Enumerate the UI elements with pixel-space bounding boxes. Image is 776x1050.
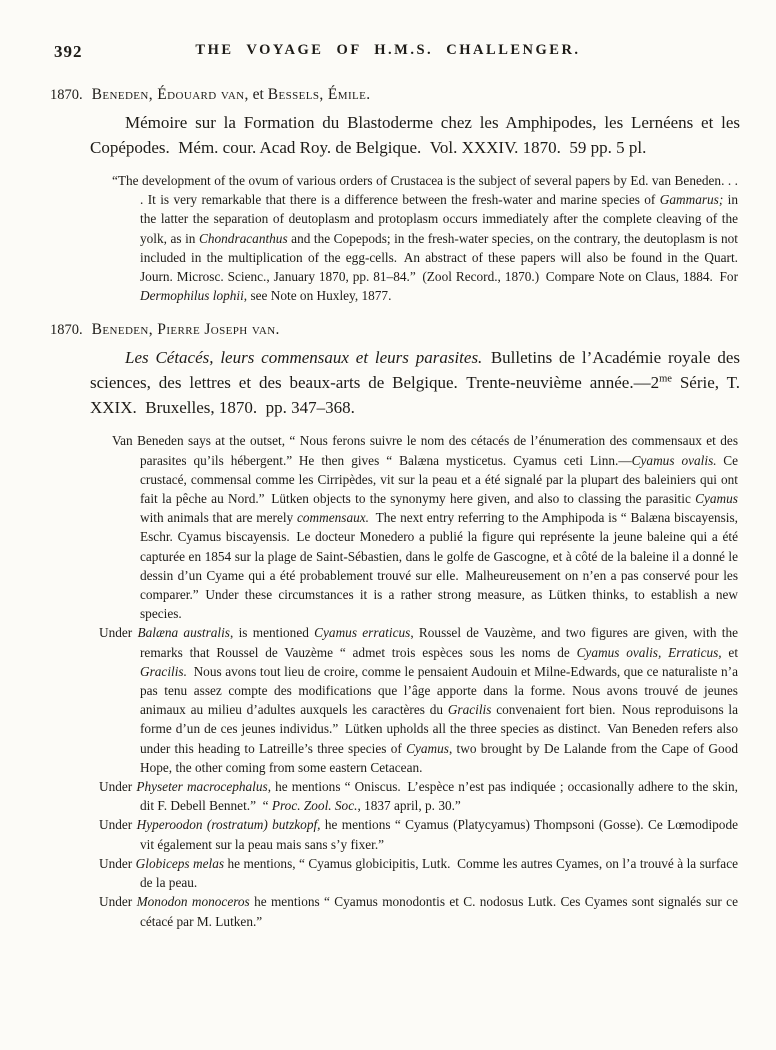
entry-1-citation: Mémoire sur la Formation du Blastoderme chez les Amphipodes, les Lernéens et les Copépodes. Mém. cour. Acad Roy. de Belgique. Vol. XXXIV. 1870. 59 pp. 5 pl. xyxy=(90,113,740,157)
bibliography-entry-1 xyxy=(50,86,740,305)
annotation-paragraph: Van Beneden says at the outset, “ Nous ferons suivre le nom des cétacés de l’énumeration des commensaux et des parasites qu’ils hébergent.” He then gives “ Balæna mysticetus. Cyamus ceti Linn.—Cyamus ovalis. Ce crustacé, commensal comme les Cirripèdes, vit sur la peau et a été signalé par la plupart des baleiniers qui ont fait la pêche au Nord.” Lütken objects to the synonymy here given, and also to classing the parasitic Cyamus with animals that are merely commensaux. The next entry referring to the Amphipoda is “ Balæna biscayensis, Eschr. Cyamus biscayensis. Le docteur Monedero a publié la figure qui représente la jeune baleine qui a été capturée en 1854 sur la plage de Saint-Sébastien, dans le golfe de Gascogne, et à côté de la baleine il a donné le dessin d’un Cyame qui a été probablement trouvé sur elle. Malheureusement on n’en a pas conservé pour les comparer.” Under these circumstances it is a rather strong measure, as Lütken thinks, to establish a new species. xyxy=(112,433,738,622)
page-number: 392 xyxy=(54,42,83,61)
entry-2-annotation xyxy=(50,431,740,930)
entry-1-authors: Beneden, Édouard van, et Bessels, Émile. xyxy=(91,86,371,103)
annotation-paragraph-under-physeter: Under Physeter macrocephalus, he mentions “ Oniscus. L’espèce n’est pas indiquée ; occasionally adhere to the skin, dit F. Debell Bennet.” “ Proc. Zool. Soc., 1837 april, p. 30.” xyxy=(99,779,738,814)
entry-1-heading xyxy=(50,86,740,104)
bibliography-entry-2 xyxy=(50,321,740,930)
annotation-paragraph-under-balaena-australis: Under Balæna australis, is mentioned Cyamus erraticus, Roussel de Vauzème, and two figures are given, with the remarks that Roussel de Vauzème “ admet trois espèces sous les noms de Cyamus ovalis, Erraticus, et Gracilis. Nous avons tout lieu de croire, comme le pensaient Audouin et Milne-Edwards, que ce naturaliste n’a pas tenu assez compte des modifications que l’âge apporte dans la forme. Nous avons trouvé de jeunes animaux au milieu d’adultes auxquels les caractères du Gracilis convenaient fort bien. Nous reproduisons la forme d’un de ces jeunes individus.” Lütken upholds all the three species as distinct. Van Beneden refers also under this heading to Latreille’s three species of Cyamus, two brought by De Lalande from the Cape of Good Hope, the other coming from some eastern Cetacean. xyxy=(99,625,739,775)
entry-2-year: 1870. xyxy=(50,322,83,339)
entry-2-citation: Les Cétacés, leurs commensaux et leurs parasites. Bulletins de l’Académie royale des sciences, des lettres et des beaux-arts de Belgique. Trente-neuvième $année.—2^{me}$ Série, T. XXIX. Bruxelles, 1870. pp. 347–368. xyxy=(90,348,740,418)
entry-1-year: 1870. xyxy=(50,87,83,103)
annotation-paragraph-under-globiceps: Under Globiceps melas he mentions, “ Cyamus globicipitis, Lutk. Comme les autres Cyames, on l’a trouvé à la surface de la peau. xyxy=(99,855,738,891)
page-content xyxy=(50,86,740,931)
entry-2-authors: Beneden, Pierre Joseph van. xyxy=(91,321,280,339)
annotation-paragraph-under-monodon: Under Monodon monoceros he mentions “ Cyamus monodontis et C. nodosus Lutk. Ces Cyames sont signalés sur ce cétacé par M. Lutken.” xyxy=(99,894,738,929)
entry-1-annotation xyxy=(50,171,740,305)
annotation-paragraph-under-hyperoodon: Under Hyperoodon (rostratum) butzkopf, he mentions “ Cyamus (Platycyamus) Thompsoni (Gosse). Ce Lœmodipode vit également sur la peau mais sans s’y fixer.” xyxy=(99,817,738,852)
page-header xyxy=(0,42,776,64)
running-head: THE VOYAGE OF H.M.S. CHALLENGER. xyxy=(195,42,581,58)
annotation-paragraph: “The development of the ovum of various orders of Crustacea is the subject of several papers by Ed. van Beneden. . . . It is very remarkable that there is a difference between the fresh-water and marine species of Gammarus; in the latter the separation of deutoplasm and protoplasm occurs immediately after the complete cleaving of the yolk, as in Chondracanthus and the Copepods; in the fresh-water species, on the contrary, the deutoplasm is not included in the multiplication of the egg-cells. An abstract of these papers will also be found in the Quart. Journ. Microsc. Scienc., January 1870, pp. 81–84.” (Zool Record., 1870.) Compare Note on Claus, 1884. For Dermophilus lophii, see Note on Huxley, 1877. xyxy=(112,173,738,304)
entry-2-heading xyxy=(50,321,740,339)
